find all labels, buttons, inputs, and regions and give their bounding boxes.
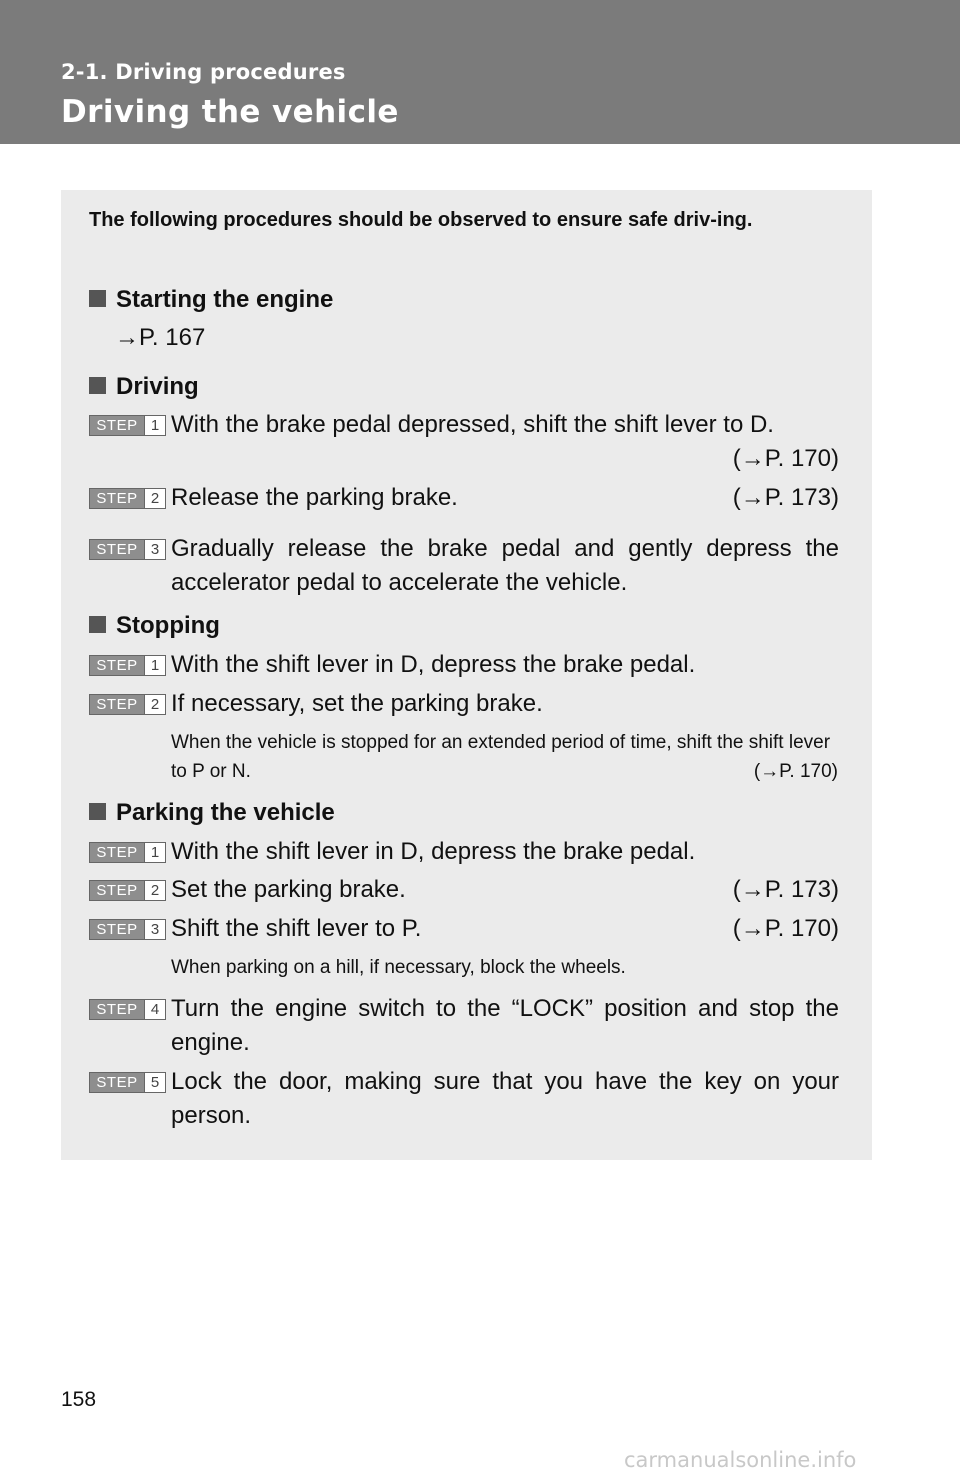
step-badge-number: 2 <box>144 881 165 900</box>
step-text: Lock the door, making sure that you have the key on your person. <box>171 1068 839 1129</box>
heading-text: Driving <box>116 373 199 400</box>
parking-step-5 <box>89 1065 839 1133</box>
parking-step-3 <box>89 912 839 946</box>
stopping-step-2 <box>89 687 839 721</box>
note-text: When the vehicle is stopped for an extended period of time, shift the shift lever to P or N. <box>171 732 831 782</box>
square-bullet-icon <box>89 616 106 633</box>
step-badge-word: STEP <box>90 881 144 900</box>
step-badge-number: 1 <box>144 843 165 862</box>
step-badge-word: STEP <box>90 540 144 559</box>
step-badge <box>89 415 166 436</box>
step-badge <box>89 1072 166 1093</box>
step-badge-word: STEP <box>90 843 144 862</box>
step-text: Set the parking brake. <box>171 876 406 903</box>
page-number: 158 <box>61 1388 97 1411</box>
step-badge-word: STEP <box>90 1000 144 1019</box>
square-bullet-icon <box>89 803 106 820</box>
step-badge <box>89 842 166 863</box>
step-text: Turn the engine switch to the “LOCK” position and stop the engine. <box>171 995 839 1056</box>
driving-step-1 <box>89 408 839 476</box>
step-row <box>171 873 839 907</box>
step-reference: (→P. 173) <box>732 876 839 903</box>
step-badge <box>89 694 166 715</box>
driving-step-2 <box>89 481 839 515</box>
step-badge-number: 1 <box>144 416 165 435</box>
driving-step-3 <box>89 532 839 600</box>
step-text: With the shift lever in D, depress the brake pedal. <box>171 838 696 865</box>
heading-text: Starting the engine <box>116 286 334 313</box>
section-label: 2-1. Driving procedures <box>61 60 346 84</box>
step-badge-word: STEP <box>90 695 144 714</box>
step-badge-number: 1 <box>144 656 165 675</box>
step-reference: (→P. 173) <box>732 484 839 511</box>
square-bullet-icon <box>89 290 106 307</box>
step-text: If necessary, set the parking brake. <box>171 690 543 717</box>
step-badge-word: STEP <box>90 656 144 675</box>
step-badge-number: 4 <box>144 1000 165 1019</box>
intro-text: The following procedures should be observed to ensure safe driv-ing. <box>89 209 753 231</box>
note-text: When parking on a hill, if necessary, block the wheels. <box>171 957 626 978</box>
step-badge-number: 5 <box>144 1073 165 1092</box>
step-badge <box>89 655 166 676</box>
stopping-note <box>171 728 838 786</box>
heading-stopping <box>89 611 220 641</box>
step-text: With the brake pedal depressed, shift the shift lever to D. <box>171 411 774 438</box>
step-badge-number: 3 <box>144 920 165 939</box>
heading-text: Parking the vehicle <box>116 799 335 826</box>
parking-step-4 <box>89 992 839 1060</box>
step-badge-number: 3 <box>144 540 165 559</box>
watermark: carmanualsonline.info <box>624 1448 857 1472</box>
parking-step-2 <box>89 873 839 907</box>
step-row <box>171 481 839 515</box>
page-reference: →P. 167 <box>115 324 206 351</box>
step-badge-word: STEP <box>90 920 144 939</box>
step-row <box>171 912 839 946</box>
page-title: Driving the vehicle <box>61 94 399 130</box>
step-badge <box>89 919 166 940</box>
step-reference: (→P. 170) <box>732 915 839 942</box>
step-badge <box>89 999 166 1020</box>
step-text: Gradually release the brake pedal and gently depress the accelerator pedal to accelerate the vehicle. <box>171 535 839 596</box>
parking-step-1 <box>89 835 839 869</box>
step-badge <box>89 539 166 560</box>
heading-parking-vehicle <box>89 798 335 828</box>
heading-driving <box>89 372 199 402</box>
stopping-step-1 <box>89 648 839 682</box>
step-badge-word: STEP <box>90 1073 144 1092</box>
step-badge-word: STEP <box>90 489 144 508</box>
parking-note <box>171 953 838 982</box>
step-text: Release the parking brake. <box>171 484 458 511</box>
step-badge <box>89 880 166 901</box>
step-text: With the shift lever in D, depress the brake pedal. <box>171 651 696 678</box>
step-reference: (→P. 170) <box>732 445 839 472</box>
step-badge <box>89 488 166 509</box>
heading-text: Stopping <box>116 612 220 639</box>
heading-starting-engine <box>89 285 333 315</box>
note-reference: (→P. 170) <box>753 761 838 782</box>
header-band <box>0 0 960 144</box>
step-badge-word: STEP <box>90 416 144 435</box>
square-bullet-icon <box>89 377 106 394</box>
step-text: Shift the shift lever to P. <box>171 915 422 942</box>
step-badge-number: 2 <box>144 695 165 714</box>
step-badge-number: 2 <box>144 489 165 508</box>
